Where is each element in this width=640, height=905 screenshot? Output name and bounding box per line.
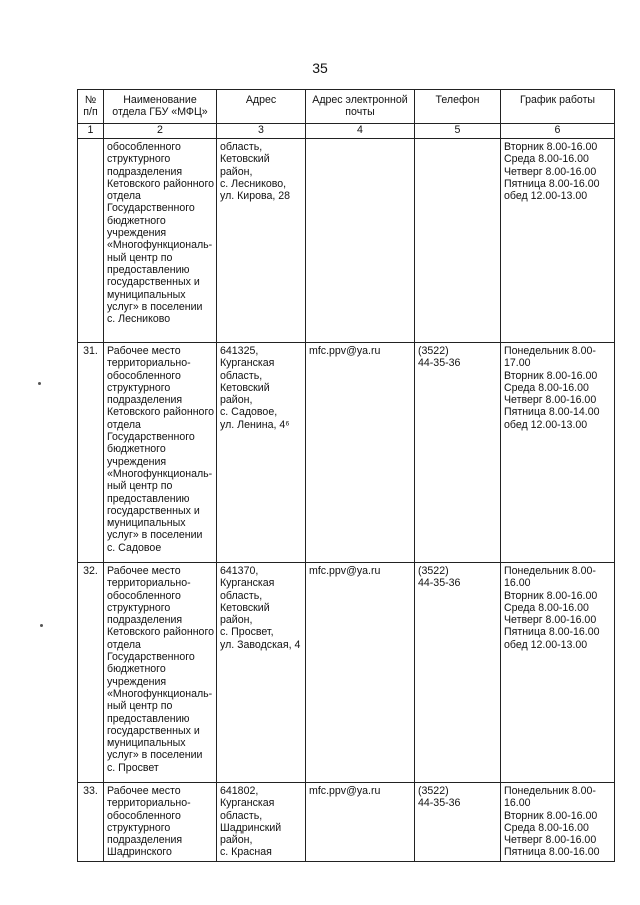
email [306,783,415,862]
row-number: 32. [78,563,104,783]
address-line: Кетовский [220,381,270,394]
scan-mark [38,382,41,385]
phone [415,139,501,343]
address-line: район, [220,165,253,178]
department-name-line: ный центр по [107,251,173,264]
schedule-line: Пятница 8.00-16.00 [504,626,600,639]
address-line: с. Красная [220,846,272,859]
schedule-line: Пятница 8.00-16.00 [504,177,600,190]
phone [415,563,501,783]
row-number: 31. [78,343,104,563]
department-name-line: ный центр по [107,700,173,713]
department-name-line: структурного [107,601,171,614]
schedule-line: Вторник 8.00-16.00 [504,809,598,822]
phone-line: (3522) [418,345,449,357]
address-line: Кетовский [220,601,270,614]
schedule-line: Понедельник 8.00- [504,785,596,797]
schedule-line: 16.00 [504,797,531,810]
department-name-line: ный центр по [107,480,173,493]
phone-line: (3522) [418,565,449,577]
department-name-line: Государственного [107,202,195,215]
department-name-line: Государственного [107,651,195,664]
page-number: 35 [312,60,328,76]
email [306,563,415,783]
department-name-line: обособленного [107,369,181,382]
address-line: Шадринский [220,821,282,834]
schedule-line: Среда 8.00-16.00 [504,381,589,394]
department-name-line: Государственного [107,431,195,444]
address-line: область, [220,589,263,602]
column-number: 5 [415,124,501,139]
table-body [78,139,615,862]
department-name-line: муниципальных [107,517,186,530]
address-line: ул. Кирова, 28 [220,190,291,203]
phone [415,783,501,862]
email-line: mfc.ppv@ya.ru [309,565,381,577]
schedule-line: обед 12.00-13.00 [504,638,588,651]
address-line: район, [220,834,253,847]
department-name-line: бюджетного [107,214,166,227]
address-line: Курганская [220,577,275,590]
phone-line: 44-35-36 [418,357,461,370]
department-name-line: Кетовского районного [107,177,214,190]
department-name-line: отдела [107,418,141,431]
department-name-line: учреждения [107,675,167,688]
department-name-line: с. Просвет [107,761,159,774]
department-name-line: отдела [107,638,141,651]
schedule-line: Понедельник 8.00- [504,565,596,577]
header-phone: Телефон [415,90,501,124]
address-line: с. Садовое, [220,406,278,419]
department-name-line: Кетовского районного [107,406,214,419]
header-address: Адрес [217,90,306,124]
column-number: 1 [78,124,104,139]
department-name [104,563,217,783]
column-number: 6 [501,124,615,139]
department-name-line: подразделения [107,834,183,847]
department-name-line: структурного [107,153,171,166]
schedule-line: Среда 8.00-16.00 [504,821,589,834]
department-name-line: Рабочее место [107,785,181,797]
email-line: mfc.ppv@ya.ru [309,345,381,357]
schedule-line: Среда 8.00-16.00 [504,601,589,614]
address-line: Курганская [220,797,275,810]
department-name-line: обособленного [107,141,181,153]
department-name-line: территориально- [107,577,191,590]
phone-line: 44-35-36 [418,577,461,590]
phone-line: 44-35-36 [418,797,461,810]
department-name [104,783,217,862]
department-name-line: структурного [107,821,171,834]
address-line: Кетовский [220,153,270,166]
address-line: с. Просвет, [220,626,274,639]
table-row [78,783,615,862]
department-name-line: отдела [107,190,141,203]
header-email: Адрес электронной почты [306,90,415,124]
department-name-line: с. Лесниково [107,313,171,326]
schedule-line: Вторник 8.00-16.00 [504,369,598,382]
address-line: область, [220,369,263,382]
header-name: Наименование отдела ГБУ «МФЦ» [104,90,217,124]
header-schedule: График работы [501,90,615,124]
department-name-line: с. Садовое [107,541,162,554]
department-name-line: бюджетного [107,443,166,456]
department-name-line: Кетовского районного [107,626,214,639]
address [217,783,306,862]
department-name-line: территориально- [107,357,191,370]
department-name-line: обособленного [107,809,181,822]
address-line: область, [220,809,263,822]
phone [415,343,501,563]
column-number: 3 [217,124,306,139]
schedule-line: Понедельник 8.00- [504,345,596,357]
address-line: 641325, [220,345,259,357]
department-name-line: предоставлению [107,263,190,276]
schedule-line: Четверг 8.00-16.00 [504,394,597,407]
header-row [78,90,615,124]
department-name-line: услуг» в поселении [107,749,203,762]
schedule [501,563,615,783]
schedule [501,343,615,563]
department-name-line: Шадринского [107,846,172,859]
scan-mark [40,624,43,627]
schedule [501,139,615,343]
table-row [78,563,615,783]
schedule-line: обед 12.00-13.00 [504,418,588,431]
department-name-line: государственных и [107,504,200,517]
department-name-line: государственных и [107,724,200,737]
address-line: район, [220,614,253,627]
department-name-line: предоставлению [107,492,190,505]
address [217,343,306,563]
address-line: район, [220,394,253,407]
department-name-line: обособленного [107,589,181,602]
department-name-line: муниципальных [107,288,186,301]
department-name-line: Рабочее место [107,565,181,577]
department-name [104,139,217,343]
department-name-line: подразделения [107,165,183,178]
schedule-line: Четверг 8.00-16.00 [504,834,597,847]
mfc-table [77,89,615,862]
column-number: 2 [104,124,217,139]
schedule-line: Среда 8.00-16.00 [504,153,589,166]
department-name-line: государственных и [107,276,200,289]
column-number: 4 [306,124,415,139]
department-name-line: Рабочее место [107,345,181,357]
department-name [104,343,217,563]
schedule-line: Четверг 8.00-16.00 [504,165,597,178]
department-name-line: учреждения [107,227,167,240]
address-line: с. Лесниково, [220,177,287,190]
table-row [78,343,615,563]
department-name-line: подразделения [107,394,183,407]
table-row [78,139,615,343]
address-line: ул. Заводская, 4 [220,638,301,651]
department-name-line: подразделения [107,614,183,627]
department-name-line: «Многофункциональ- [107,687,213,700]
department-name-line: муниципальных [107,737,186,750]
department-name-line: услуг» в поселении [107,300,203,313]
header-num: № п/п [78,90,104,124]
schedule-line: Пятница 8.00-16.00 [504,846,600,859]
column-number-row [78,124,615,139]
schedule-line: Пятница 8.00-14.00 [504,406,600,419]
email-line: mfc.ppv@ya.ru [309,785,381,797]
department-name-line: территориально- [107,797,191,810]
department-name-line: бюджетного [107,663,166,676]
phone-line: (3522) [418,785,449,797]
row-number: 33. [78,783,104,862]
address-line: 641802, [220,785,259,797]
row-number [78,139,104,343]
schedule-line: 17.00 [504,357,531,370]
department-name-line: предоставлению [107,712,190,725]
schedule-line: Вторник 8.00-16.00 [504,589,598,602]
schedule [501,783,615,862]
schedule-line: Четверг 8.00-16.00 [504,614,597,627]
schedule-line: 16.00 [504,577,531,590]
department-name-line: «Многофункциональ- [107,467,213,480]
email [306,343,415,563]
address-line: Курганская [220,357,275,370]
email [306,139,415,343]
department-name-line: учреждения [107,455,167,468]
department-name-line: структурного [107,381,171,394]
schedule-line: обед 12.00-13.00 [504,190,588,203]
department-name-line: «Многофункциональ- [107,239,213,252]
address-line: 641370, [220,565,259,577]
address [217,139,306,343]
address [217,563,306,783]
schedule-line: Вторник 8.00-16.00 [504,141,598,153]
address-line: ул. Ленина, 4⁶ [220,418,290,431]
address-line: область, [220,141,263,153]
department-name-line: услуг» в поселении [107,529,203,542]
